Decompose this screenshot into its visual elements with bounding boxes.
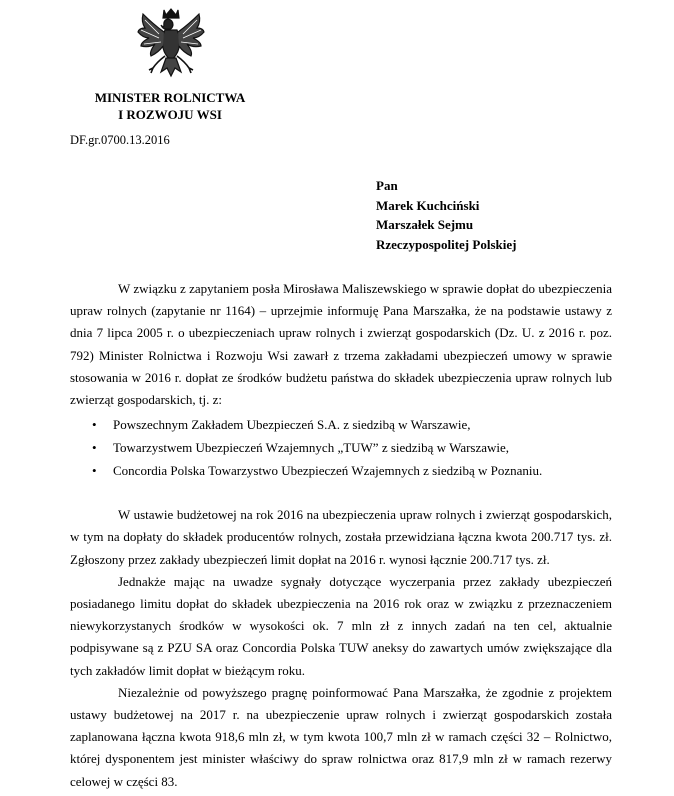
paragraph-4: Niezależnie od powyższego pragnę poinformować Pana Marszałka, że zgodnie z projektem ustawy budżetowej na 2017 r. na ubezpieczenie upraw rolnych i zwierząt gospodarskich została zaplanowana łączna kwota 918,6 mln zł, w tym kwota 100,7 mln zł w ramach części 32 – Rolnictwo, której dysponentem jest minister właściwy do spraw rolnictwa oraz 817,9 mln zł w ramach rezerwy celowej w części 83. bbox=[70, 684, 612, 789]
list-item bbox=[70, 459, 612, 482]
list-item bbox=[70, 413, 612, 436]
paragraph-3: Jednakże mając na uwadze sygnały dotyczące wyczerpania przez zakłady ubezpieczeń posiadanego limitu dopłat do składek ubezpieczenia na 2016 rok oraz w związku z przeznaczeniem niewykorzystanych środków w wysokości ok. 7 mln zł z innych zadań na ten cel, aktualnie podpisywane są z PZU SA oraz Concordia Polska TUW aneksy do zawartych umów zwiększające dla tych zakładów limit dopłat w bieżącym roku. bbox=[70, 573, 612, 678]
paragraph-1: W związku z zapytaniem posła Mirosława Maliszewskiego w sprawie dopłat do ubezpieczenia upraw rolnych (zapytanie nr 1164) – uprzejmie informuję Pana Marszałka, że na podstawie ustawy z dnia 7 lipca 2005 r. o ubezpieczeniach upraw rolnych i zwierząt gospodarskich (Dz. U. z 2016 r. poz. 792) Minister Rolnictwa i Rozwoju Wsi zawarł z trzema zakładami ubezpieczeń umowy w sprawie stosowania w 2016 r. dopłat ze środków budżetu państwa do składek ubezpieczenia upraw rolnych lub zwierząt gospodarskich, tj. z: bbox=[70, 281, 612, 408]
bullet-icon: • bbox=[92, 440, 97, 456]
polish-eagle-emblem-icon bbox=[135, 6, 207, 84]
ministry-title-line1: MINISTER ROLNICTWA bbox=[94, 90, 246, 105]
bullet-icon: • bbox=[92, 463, 97, 479]
letter-body bbox=[70, 278, 612, 793]
ministry-title-line2: I ROZWOJU WSI bbox=[118, 107, 222, 122]
addressee-title: Marszałek Sejmu bbox=[376, 217, 474, 232]
bullet-icon: • bbox=[92, 417, 97, 433]
list-item-text: Towarzystwem Ubezpieczeń Wzajemnych „TUW” z siedzibą w Warszawie, bbox=[113, 440, 510, 456]
list-item-text: Concordia Polska Towarzystwo Ubezpieczeń Wzajemnych z siedzibą w Poznaniu. bbox=[113, 463, 543, 479]
list-item-text: Powszechnym Zakładem Ubezpieczeń S.A. z siedzibą w Warszawie, bbox=[113, 417, 471, 433]
addressee-institution: Rzeczypospolitej Polskiej bbox=[376, 236, 517, 252]
ministry-header bbox=[70, 89, 270, 123]
addressee-salutation: Pan bbox=[376, 178, 398, 193]
list-item bbox=[70, 436, 612, 459]
paragraph-2: W ustawie budżetowej na rok 2016 na ubezpieczenia upraw rolnych i zwierząt gospodarskich, w tym na dopłaty do składek producentów rolnych, została przewidziana łączna kwota 200.717 tys. zł. Zgłoszony przez zakłady ubezpieczeń limit dopłat na 2016 r. wynosi łącznie 200.717 tys. zł. bbox=[70, 507, 612, 567]
addressee-name: Marek Kuchciński bbox=[376, 197, 480, 213]
reference-number: DF.gr.0700.13.2016 bbox=[70, 133, 170, 147]
addressee-block bbox=[376, 176, 516, 254]
insurer-list bbox=[70, 413, 612, 482]
